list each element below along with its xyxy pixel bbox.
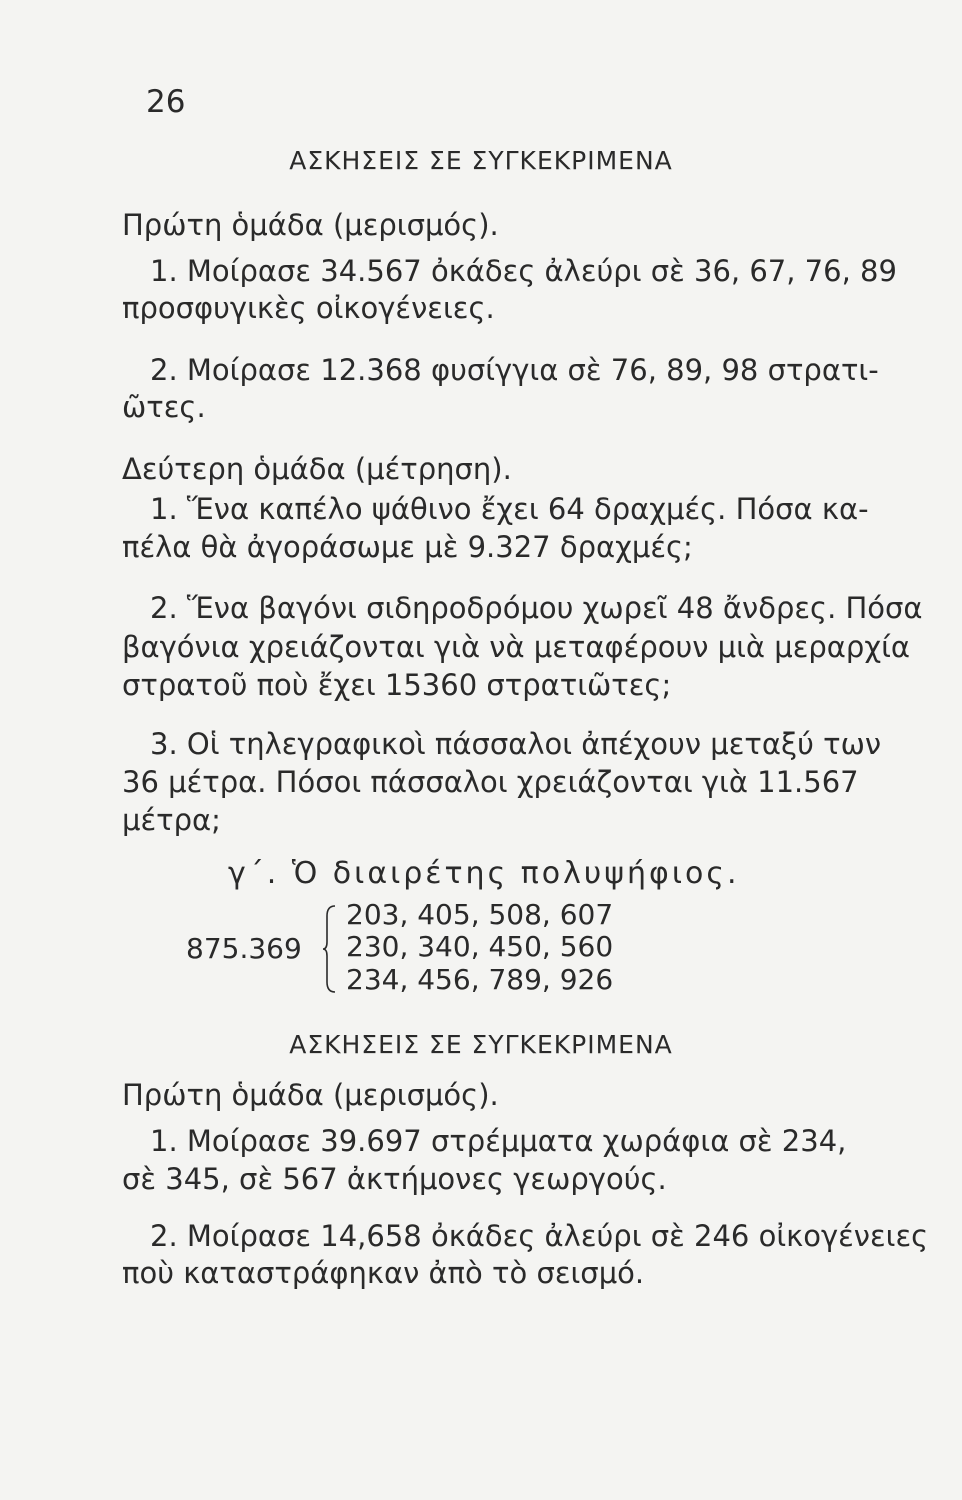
exercise-line: 1. Ἕνα καπέλο ψάθινο ἔχει 64 δραχμές. Πόσα κα- (150, 492, 869, 526)
exercise-line: 36 μέτρα. Πόσοι πάσσαλοι χρειάζονται γιὰ 11.567 (122, 765, 859, 799)
exercise-line: ῶτες. (122, 390, 206, 424)
exercise-line: 2. Μοίρασε 14,658 ὀκάδες ἀλεύρι σὲ 246 οἰκογένειες (150, 1219, 929, 1253)
page-number: 26 (146, 84, 186, 120)
divisor-row: 230, 340, 450, 560 (346, 930, 614, 963)
exercise-line: 2. Μοίρασε 12.368 φυσίγγια σὲ 76, 89, 98 στρατι- (150, 353, 879, 387)
exercise-line: στρατοῦ ποὺ ἔχει 15360 στρατιῶτες; (122, 668, 672, 702)
exercise-line: μέτρα; (122, 803, 221, 837)
exercise-line: 1. Μοίρασε 39.697 στρέμματα χωράφια σὲ 234, (150, 1124, 847, 1158)
dividend-value: 875.369 (186, 932, 302, 965)
brace-icon (322, 904, 336, 994)
group-title-first: Πρώτη ὁμάδα (μερισμός). (122, 1078, 499, 1112)
exercise-line: σὲ 345, σὲ 567 ἀκτήμονες γεωργούς. (122, 1162, 667, 1196)
section-heading: ΑΣΚΗΣΕΙΣ ΣΕ ΣΥΓΚΕΚΡΙΜΕΝΑ (289, 1030, 673, 1059)
divisor-row: 234, 456, 789, 926 (346, 963, 614, 996)
divisor-row: 203, 405, 508, 607 (346, 898, 614, 931)
exercise-line: 1. Μοίρασε 34.567 ὀκάδες ἀλεύρι σὲ 36, 67, 76, 89 (150, 254, 897, 288)
exercise-line: προσφυγικὲς οἰκογένειες. (122, 291, 495, 325)
section-heading: ΑΣΚΗΣΕΙΣ ΣΕ ΣΥΓΚΕΚΡΙΜΕΝΑ (289, 146, 673, 175)
group-title-first: Πρώτη ὁμάδα (μερισμός). (122, 208, 499, 242)
section-title-multidigit-divisor: γ΄. Ὁ διαιρέτης πολυψήφιος. (228, 856, 740, 891)
group-title-second: Δεύτερη ὁμάδα (μέτρηση). (122, 452, 512, 486)
exercise-line: 3. Οἱ τηλεγραφικοὶ πάσσαλοι ἀπέχουν μεταξύ των (150, 727, 882, 761)
exercise-line: 2. Ἕνα βαγόνι σιδηροδρόμου χωρεῖ 48 ἄνδρες. Πόσα (150, 591, 923, 625)
exercise-line: πέλα θὰ ἀγοράσωμε μὲ 9.327 δραχμές; (122, 530, 693, 564)
exercise-line: ποὺ καταστράφηκαν ἀπὸ τὸ σεισμό. (122, 1256, 645, 1290)
exercise-line: βαγόνια χρειάζονται γιὰ νὰ μεταφέρουν μιὰ μεραρχία (122, 630, 910, 664)
